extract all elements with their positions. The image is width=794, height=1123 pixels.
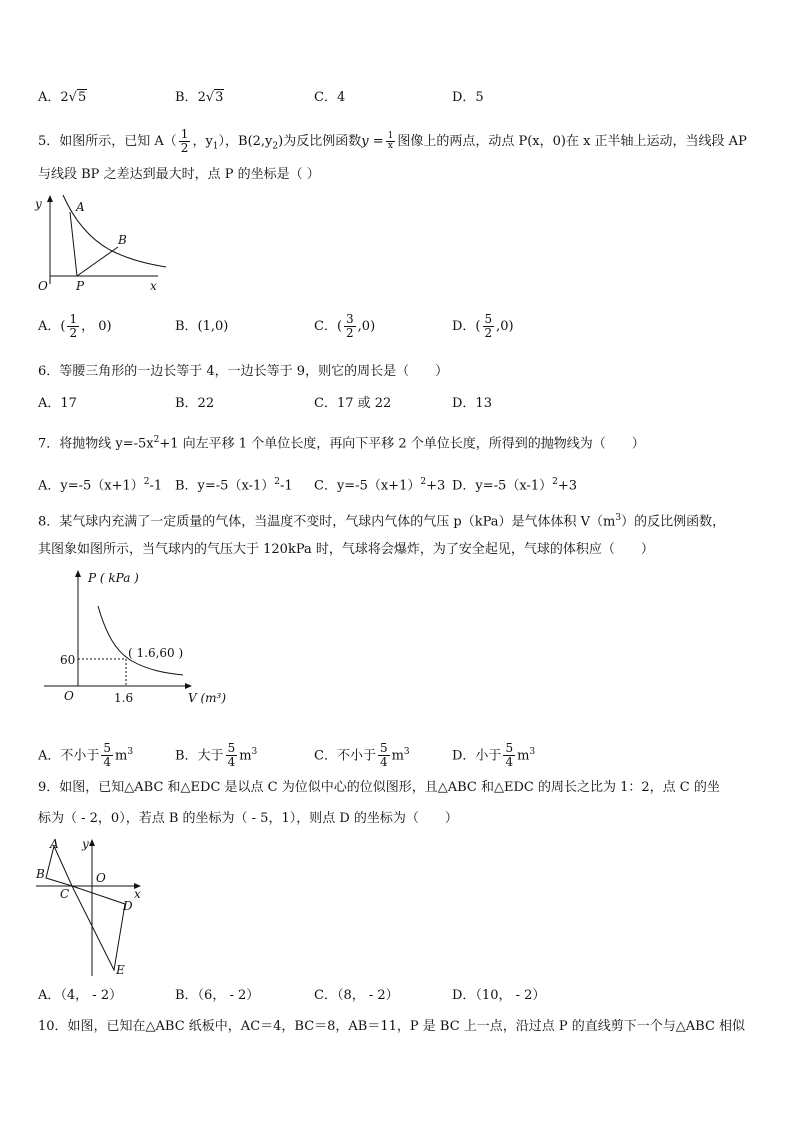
q5-figure [30,192,175,292]
q6-option-c: C．17 或 22 [314,396,392,411]
q6-option-d: D．13 [452,396,492,411]
q9-triangle-abc [46,846,72,886]
q9-options [38,984,758,1008]
q8-label-60: 60 [60,653,76,667]
q5-label-p: P [76,279,85,292]
q5-option-b: B．(1,0) [175,319,229,334]
q10-stem-line1: 10．如图，已知在△ABC 纸板中，AC＝4，BC＝8，AB＝11，P 是 BC 上一点，沿过点 P 的直线剪下一个与△ABC 相似 [38,1019,746,1034]
q9-option-c: C．（8， - 2） [314,988,399,1003]
q7-option-a: A．$y=-5(x+1)^2-1$ [38,477,163,494]
q9-option-b: B．（6， - 2） [175,988,260,1003]
q4-option-b: B．2√3 [175,90,224,105]
q8-label-o: O [64,689,74,703]
q5-stem-line1: 5．如图所示，已知 A（ $\frac{1}{2}$ ，$y_1$），$B(2,y_2)$为反比例函数y = $\frac{1}{x}$ 图像上的两点，动点 P(x，0)在 x 正半轴上运动，当线段 AP [38,127,747,155]
q7-options [38,470,758,494]
q9-label-c: C [60,887,70,901]
q6-options [38,392,758,416]
q5-options [38,313,758,341]
q8-stem-line1: 8．某气球内充满了一定质量的气体，当温度不变时，气球内气体的气压 p（kPa）是气体体积 $V(m^3)$的反比例函数， [38,513,726,530]
q9-option-d: D．（10， - 2） [452,988,546,1003]
q9-figure [34,836,149,978]
q7-option-d: D．$y=-5(x-1)^2+3$ [452,477,577,494]
q7-option-b: B．$y=-5(x-1)^2-1$ [175,477,293,494]
q9-stem-line2: 标为（ - 2，0），若点 B 的坐标为（ - 5，1），则点 D 的坐标为（ ） [38,811,458,826]
q8-option-c: C．不小于 $\frac{5}{4}$ $m^3$ [314,741,410,770]
q6-option-a: A．17 [38,396,77,411]
q9-label-e: E [116,963,125,977]
q5-label-a: A [76,200,85,214]
q9-option-a: A．（4， - 2） [38,988,123,1003]
q9-label-b: B [36,867,45,881]
q9-label-d: D [123,899,133,913]
q9-label-o: O [96,871,106,885]
q9-triangle-edc [72,886,125,970]
q4-option-a: A．2√5 [38,90,87,105]
q9-label-y: y [82,837,89,851]
q7-option-c: C．$y=-5(x+1)^2+3$ [314,477,446,494]
q8-label-point: ( 1.6,60 ) [128,646,184,660]
q8-option-a: A．不小于 $\frac{5}{4}$ $m^3$ [38,741,134,770]
q8-figure [38,564,238,714]
q9-y-axis-arrow [89,839,95,846]
q8-v-axis-arrow [185,683,192,689]
q5-stem-line2: 与线段 BP 之差达到最大时，点 P 的坐标是（ ） [38,167,320,182]
q8-option-d: D．小于 $\frac{5}{4}$ $m^3$ [452,741,536,770]
q4-option-d: D．5 [452,90,484,105]
q5-label-b: B [118,233,127,247]
q8-label-p-axis: P ( kPa ) [88,571,139,585]
q5-fraction-a-x: $\frac{1}{2}$ [180,127,189,155]
q8-p-axis-arrow [75,570,81,577]
q8-option-b: B．大于 $\frac{5}{4}$ $m^3$ [175,741,258,770]
q9-label-a: A [50,837,59,851]
q8-label-1-6: 1.6 [114,691,134,705]
q6-stem: 6．等腰三角形的一边长等于 4，一边长等于 9，则它的周长是（ ） [38,364,449,379]
q5-option-d: D．( $\frac{5}{2}$ ,0) [452,312,514,340]
q5-label-o: O [38,279,48,292]
q6-option-b: B．22 [175,396,215,411]
q5-y-axis-arrow [47,195,53,202]
q5-segment-ap [70,212,77,276]
q4-options [38,86,758,110]
q8-curve [98,606,183,675]
q7-stem: 7．将抛物线 $y=-5x^2+1$ 向左平移 1 个单位长度，再向下平移 2 个单位长度，所得到的抛物线为（ ） [38,435,645,452]
q9-label-x: x [134,887,141,901]
q5-segment-bp [77,247,118,276]
q5-option-a: A．( $\frac{1}{2}$ ， 0) [38,312,112,340]
q5-option-c: C．( $\frac{3}{2}$ ,0) [314,312,376,340]
q9-stem-line1: 9．如图，已知△ABC 和△EDC 是以点 C 为位似中心的位似图形，且△ABC 和△EDC 的周长之比为 1：2，点 C 的坐 [38,780,720,795]
q8-stem-line2: 其图象如图所示，当气球内的气压大于 120kPa 时，气球将会爆炸，为了安全起见，气球的体积应（ ） [38,542,654,557]
q8-options [38,738,758,770]
q4-option-c: C．4 [314,90,346,105]
q5-label-y: y [35,197,42,211]
q5-label-x: x [150,279,157,292]
q5-function-fraction: $\frac{1}{x}$ [387,131,394,151]
q8-label-v-axis: V (m³) [188,691,227,705]
